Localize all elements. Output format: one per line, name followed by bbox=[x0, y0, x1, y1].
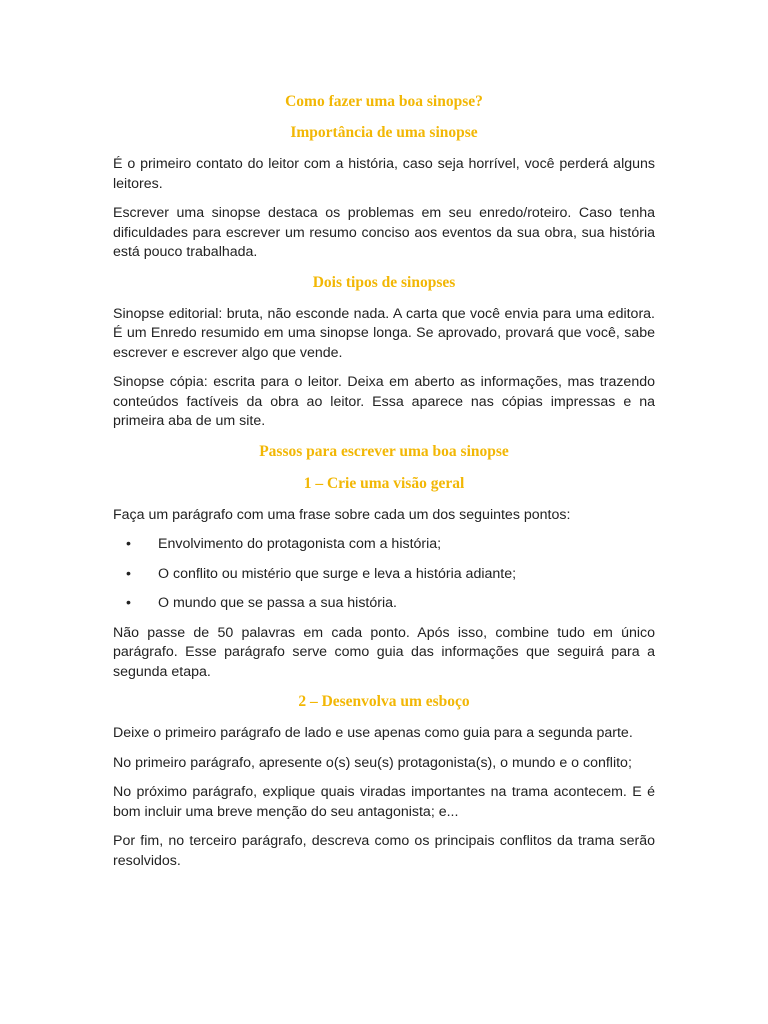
document-page bbox=[113, 92, 655, 881]
page-title: Como fazer uma boa sinopse? bbox=[285, 93, 483, 110]
paragraph: No primeiro parágrafo, apresente o(s) seu(s) protagonista(s), o mundo e o conflito; bbox=[113, 754, 632, 771]
bullet-icon: • bbox=[126, 595, 131, 611]
list-item-text: O mundo que se passa a sua história. bbox=[158, 595, 397, 611]
bullet-list bbox=[113, 535, 655, 614]
paragraph: Por fim, no terceiro parágrafo, descreva como os principais conflitos da trama serão resolvidos. bbox=[113, 833, 655, 869]
bullet-icon: • bbox=[126, 536, 131, 552]
heading-importancia: Importância de uma sinopse bbox=[290, 124, 478, 141]
paragraph: Sinopse cópia: escrita para o leitor. Deixa em aberto as informações, mas trazendo conteúdos factíveis da obra ao leitor. Essa aparece nas cópias impressas e na primeira aba de um site. bbox=[113, 374, 655, 429]
heading-passo-2: 2 – Desenvolva um esboço bbox=[298, 693, 470, 710]
list-item bbox=[113, 565, 655, 585]
paragraph: Faça um parágrafo com uma frase sobre cada um dos seguintes pontos: bbox=[113, 506, 571, 523]
list-item-text: Envolvimento do protagonista com a história; bbox=[158, 536, 442, 552]
heading-passos: Passos para escrever uma boa sinopse bbox=[259, 442, 509, 460]
paragraph: Sinopse editorial: bruta, não esconde nada. A carta que você envia para uma editora. É um Enredo resumido em uma sinopse longa. Se aprovado, provará que você, sabe escrever e escrever algo que vende. bbox=[113, 305, 655, 361]
heading-tipos: Dois tipos de sinopses bbox=[312, 273, 456, 291]
list-item bbox=[113, 535, 655, 555]
paragraph: Deixe o primeiro parágrafo de lado e use apenas como guia para a segunda parte. bbox=[113, 725, 633, 741]
paragraph: Não passe de 50 palavras em cada ponto. Após isso, combine tudo em único parágrafo. Esse parágrafo serve como guia das informações que seguirá para a segunda etapa. bbox=[113, 624, 655, 680]
paragraph: No próximo parágrafo, explique quais viradas importantes na trama acontecem. E é bom incluir uma breve menção do seu antagonista; e... bbox=[113, 784, 655, 820]
bullet-icon: • bbox=[126, 565, 131, 582]
heading-passo-1: 1 – Crie uma visão geral bbox=[303, 474, 465, 492]
paragraph: É o primeiro contato do leitor com a história, caso seja horrível, você perderá alguns leitores. bbox=[113, 156, 655, 192]
list-item-text: O conflito ou mistério que surge e leva a história adiante; bbox=[158, 565, 517, 582]
list-item bbox=[113, 594, 655, 614]
paragraph: Escrever uma sinopse destaca os problemas em seu enredo/roteiro. Caso tenha dificuldades para escrever um resumo conciso aos eventos da sua obra, sua história está pouco trabalhada. bbox=[113, 205, 655, 260]
